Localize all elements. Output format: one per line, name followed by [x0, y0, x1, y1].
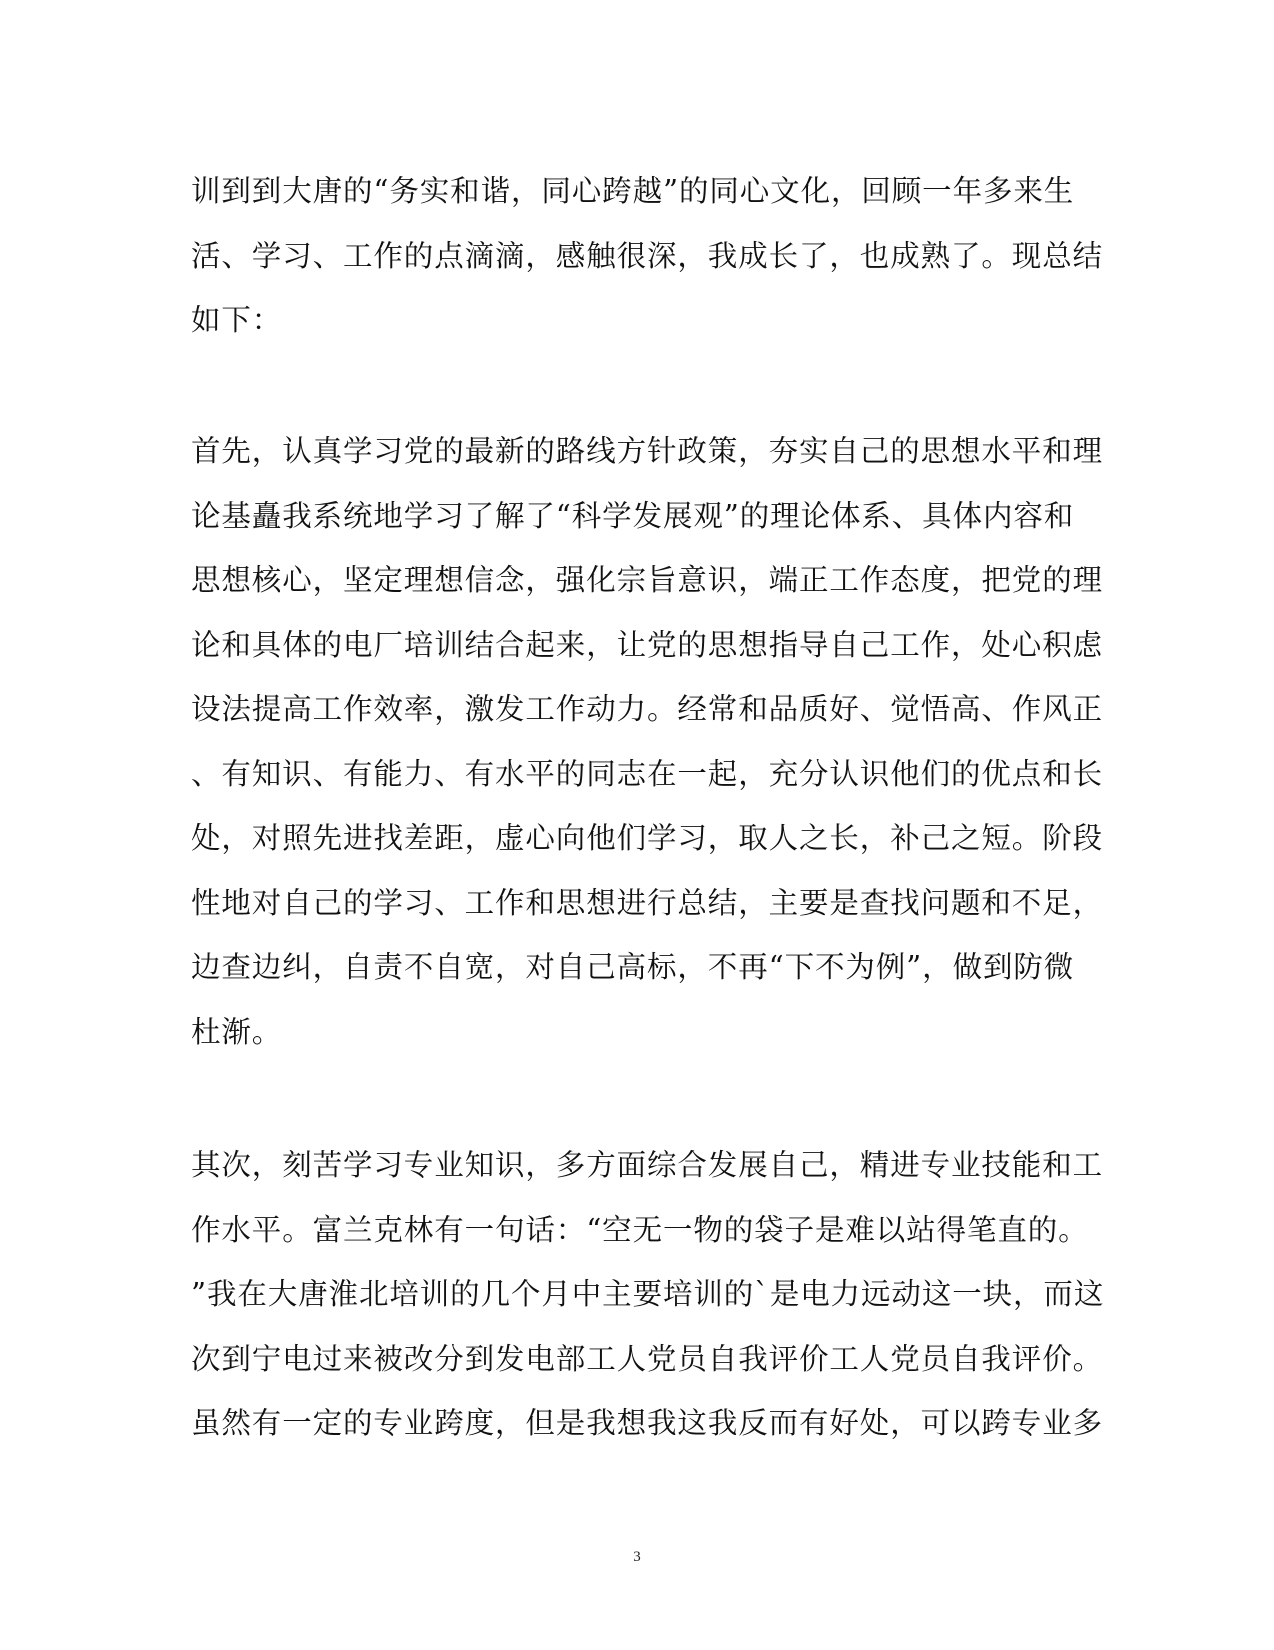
text-line: 思想核心，坚定理想信念，强化宗旨意识，端正工作态度，把党的理	[191, 563, 1104, 597]
text-line: 其次，刻苦学习专业知识，多方面综合发展自己，精进专业技能和工	[191, 1148, 1104, 1182]
text-line: 虽然有一定的专业跨度，但是我想我这我反而有好处，可以跨专业多	[191, 1406, 1104, 1440]
text-line: 性地对自己的学习、工作和思想进行总结，主要是查找问题和不足，	[191, 885, 1104, 920]
paragraph-first	[191, 419, 1104, 1064]
text-line: 训到到大唐的“务实和谐，同心跨越”的同心文化，回顾一年多来生	[191, 174, 1075, 208]
page-number: 3	[633, 1549, 641, 1565]
paragraph-intro	[191, 159, 1104, 353]
paragraph-second	[191, 1133, 1105, 1456]
text-line: 如下：	[191, 303, 283, 337]
text-line: 次到宁电过来被改分到发电部工人党员自我评价工人党员自我评价。	[191, 1341, 1104, 1376]
text-line: 杜渐。	[191, 1014, 283, 1049]
text-line: 作水平。富兰克林有一句话：“空无一物的袋子是难以站得笔直的。	[191, 1212, 1089, 1247]
text-line: 活、学习、工作的点滴滴，感触很深，我成长了，也成熟了。现总结	[191, 238, 1104, 273]
text-line: 边查边纠，自责不自宽，对自己高标，不再“下不为例”，做到防微	[191, 950, 1075, 984]
text-line: 论和具体的电厂培训结合起来，让党的思想指导自己工作，处心积虑	[191, 627, 1104, 662]
text-line: 设法提高工作效率，激发工作动力。经常和品质好、觉悟高、作风正	[191, 692, 1104, 726]
text-line: 论基矗我系统地学习了解了“科学发展观”的理论体系、具体内容和	[191, 498, 1075, 533]
text-line: 处，对照先进找差距，虚心向他们学习，取人之长，补己之短。阶段	[191, 821, 1104, 855]
text-line: ”我在大唐淮北培训的几个月中主要培训的`是电力远动这一块，而这	[191, 1277, 1105, 1311]
text-line: 、有知识、有能力、有水平的同志在一起，充分认识他们的优点和长	[191, 756, 1104, 791]
text-line: 首先，认真学习党的最新的路线方针政策，夯实自己的思想水平和理	[191, 434, 1104, 468]
